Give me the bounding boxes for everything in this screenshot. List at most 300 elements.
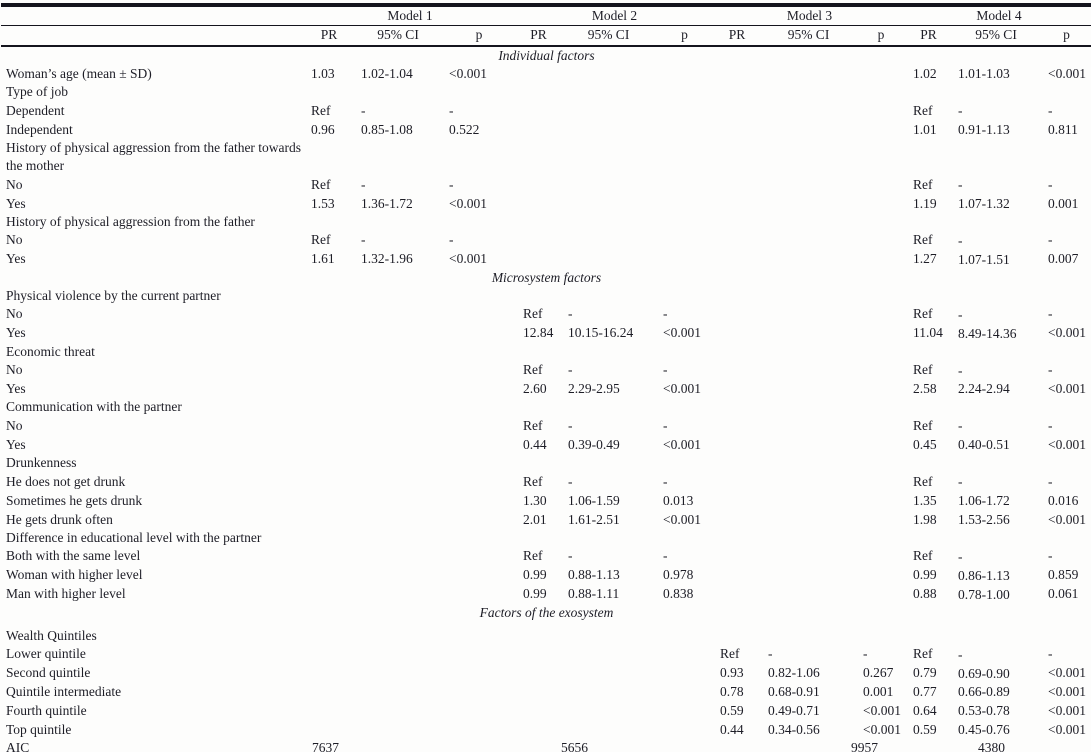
empty-cell [516, 701, 561, 720]
section-header-text: Factors of the exosystem [479, 604, 614, 620]
ci-value [951, 720, 1041, 739]
empty-cell [516, 101, 561, 120]
p-value-text: <0.001 [449, 65, 487, 81]
empty-cell [761, 398, 856, 416]
row-label [1, 175, 304, 194]
empty-cell [906, 213, 951, 231]
empty-cell [856, 175, 906, 194]
p-value-text: - [1048, 362, 1053, 378]
row-label [1, 65, 304, 84]
pr-value-text: 1.98 [913, 511, 937, 527]
empty-cell [713, 585, 761, 604]
p-value [656, 324, 713, 343]
pr-value-text: 0.45 [913, 436, 937, 452]
empty-cell [761, 250, 856, 269]
ci-value-text: 1.36-1.72 [361, 195, 413, 211]
pr-value [516, 585, 561, 604]
empty-cell [304, 380, 354, 399]
ci-value [951, 324, 1041, 343]
pr-value [906, 547, 951, 566]
p-value [1041, 305, 1091, 324]
empty-cell [656, 83, 713, 101]
ci-value-text: 0.69-0.90 [958, 665, 1010, 681]
ci-value [951, 547, 1041, 566]
empty-cell [442, 213, 516, 231]
p-value-text: - [663, 473, 668, 489]
ci-value [951, 472, 1041, 491]
pr-value-text: Ref [913, 306, 933, 322]
empty-cell [713, 194, 761, 213]
empty-cell [761, 529, 856, 547]
empty-cell [761, 416, 856, 435]
row-label [1, 101, 304, 120]
empty-cell [516, 529, 561, 547]
empty-cell [1041, 398, 1091, 416]
row-label-text: Woman with higher level [6, 567, 143, 583]
p-value [656, 380, 713, 399]
pr-value-text: 1.53 [311, 195, 335, 211]
p-value-text: <0.001 [1048, 436, 1086, 452]
empty-cell [906, 139, 951, 175]
empty-cell [442, 566, 516, 585]
empty-cell [354, 435, 442, 454]
pr-value-text: 2.01 [523, 511, 547, 527]
col-header-p-text: p [1063, 27, 1070, 43]
col-header-p-text: p [475, 27, 483, 43]
empty-cell [354, 398, 442, 416]
row-label [1, 491, 304, 510]
empty-cell [516, 231, 561, 250]
ci-value [951, 361, 1041, 380]
empty-cell [442, 416, 516, 435]
row-label-text: Both with the same level [6, 548, 141, 564]
pr-value-text: 0.96 [311, 121, 335, 137]
empty-cell [354, 683, 442, 702]
aic-value [516, 739, 713, 752]
ci-value-text: - [958, 232, 963, 248]
header-spacer [1, 26, 304, 46]
empty-cell [713, 120, 761, 139]
empty-cell [516, 622, 561, 645]
row-label [1, 645, 304, 664]
ci-value [354, 120, 442, 139]
empty-cell [354, 213, 442, 231]
ci-value [951, 491, 1041, 510]
empty-cell [761, 305, 856, 324]
empty-cell [561, 101, 656, 120]
row-label-text: Top quintile [6, 721, 72, 737]
p-value [1041, 683, 1091, 702]
model-header-text: Model 1 [387, 8, 433, 23]
pr-value-text: Ref [523, 473, 543, 489]
ci-value [951, 380, 1041, 399]
pr-value-text: 1.35 [913, 492, 937, 508]
row-label-text: Woman’s age (mean ± SD) [6, 65, 152, 81]
p-value [856, 645, 906, 664]
empty-cell [442, 435, 516, 454]
p-value-text: - [1048, 646, 1053, 662]
pr-value [304, 231, 354, 250]
empty-cell [304, 683, 354, 702]
pr-value-text: Ref [913, 548, 933, 564]
col-header-ci [354, 26, 442, 46]
empty-cell [442, 398, 516, 416]
empty-cell [442, 324, 516, 343]
ci-value-text: 1.07-1.32 [958, 196, 1010, 212]
empty-cell [713, 139, 761, 175]
ci-value [761, 645, 856, 664]
empty-cell [442, 664, 516, 683]
pr-value-text: Ref [523, 417, 543, 433]
empty-cell [761, 491, 856, 510]
empty-cell [713, 250, 761, 269]
ci-value-text: - [768, 646, 773, 662]
pr-value-text: Ref [913, 176, 933, 192]
ci-value [561, 324, 656, 343]
pr-value-text: 11.04 [913, 325, 943, 341]
empty-cell [442, 287, 516, 305]
p-value-text: - [863, 646, 868, 662]
results-table [1, 3, 1091, 752]
row-label [1, 231, 304, 250]
ci-value-text: 0.82-1.06 [768, 665, 820, 681]
p-value-text: <0.001 [1048, 325, 1086, 341]
pr-value-text: Ref [913, 232, 933, 248]
empty-cell [761, 454, 856, 472]
section-header-text: Microsystem factors [491, 269, 602, 285]
p-value [442, 101, 516, 120]
section-header-text: Individual factors [498, 47, 595, 63]
empty-cell [354, 510, 442, 529]
ci-value-text: 1.01-1.03 [958, 66, 1010, 82]
ci-value [951, 435, 1041, 454]
p-value-text: - [1048, 102, 1053, 118]
p-value-text: <0.001 [1048, 721, 1086, 737]
aic-value [304, 739, 516, 752]
row-label-text: Fourth quintile [6, 702, 87, 718]
empty-cell [354, 566, 442, 585]
ci-value-text: 0.39-0.49 [568, 436, 620, 452]
p-value-text: <0.001 [1048, 702, 1086, 718]
col-header-ci-text: 95% CI [975, 27, 1017, 43]
empty-cell [561, 194, 656, 213]
empty-cell [442, 622, 516, 645]
p-value [856, 701, 906, 720]
pr-value [906, 472, 951, 491]
empty-cell [761, 361, 856, 380]
empty-cell [761, 435, 856, 454]
p-value-text: <0.001 [663, 511, 701, 527]
empty-cell [442, 139, 516, 175]
ci-value-text: 1.32-1.96 [361, 251, 413, 267]
empty-cell [354, 343, 442, 361]
ci-value-text: 1.07-1.51 [958, 251, 1010, 267]
empty-cell [761, 585, 856, 604]
empty-cell [304, 287, 354, 305]
empty-cell [951, 622, 1041, 645]
empty-cell [304, 510, 354, 529]
empty-cell [304, 664, 354, 683]
empty-cell [561, 529, 656, 547]
col-header-p [442, 26, 516, 46]
p-value [1041, 547, 1091, 566]
empty-cell [713, 343, 761, 361]
row-label [1, 398, 304, 416]
empty-cell [516, 194, 561, 213]
empty-cell [656, 250, 713, 269]
pr-value-text: 0.99 [523, 586, 547, 602]
ci-value [561, 547, 656, 566]
empty-cell [713, 435, 761, 454]
empty-cell [354, 585, 442, 604]
row-label-text: No [6, 362, 23, 378]
p-value-text: - [1048, 473, 1053, 489]
empty-cell [856, 287, 906, 305]
p-value-text: 0.016 [1048, 492, 1079, 508]
p-value-text: <0.001 [1048, 665, 1086, 681]
col-header-ci [761, 26, 856, 46]
aic-value-text: 4380 [978, 740, 1005, 752]
empty-cell [1041, 529, 1091, 547]
ci-value-text: - [958, 474, 963, 490]
p-value [442, 250, 516, 269]
pr-value [906, 305, 951, 324]
pr-value-text: 1.19 [913, 195, 937, 211]
empty-cell [856, 305, 906, 324]
p-value-text: 0.267 [863, 665, 894, 681]
ci-value [761, 664, 856, 683]
aic-value-text: 7637 [312, 740, 339, 752]
pr-value [906, 194, 951, 213]
ci-value-text: 1.61-2.51 [568, 511, 620, 527]
row-label [1, 510, 304, 529]
ci-value-text: - [568, 417, 573, 433]
empty-cell [761, 65, 856, 84]
empty-cell [656, 231, 713, 250]
pr-value [304, 120, 354, 139]
p-value [1041, 510, 1091, 529]
empty-cell [656, 213, 713, 231]
pr-value [713, 720, 761, 739]
p-value-text: 0.001 [863, 683, 894, 699]
row-label-text: Man with higher level [6, 586, 126, 602]
row-label [1, 701, 304, 720]
pr-value [304, 65, 354, 84]
empty-cell [856, 83, 906, 101]
p-value [1041, 101, 1091, 120]
empty-cell [304, 454, 354, 472]
empty-cell [561, 231, 656, 250]
ci-value [951, 585, 1041, 604]
pr-value [906, 324, 951, 343]
empty-cell [761, 175, 856, 194]
empty-cell [856, 398, 906, 416]
row-label-text: Second quintile [6, 665, 91, 681]
ci-value-text: - [568, 473, 573, 489]
empty-cell [656, 529, 713, 547]
pr-value [906, 120, 951, 139]
row-label [1, 343, 304, 361]
empty-cell [561, 250, 656, 269]
empty-cell [304, 472, 354, 491]
empty-cell [713, 305, 761, 324]
p-value [1041, 250, 1091, 269]
row-label [1, 622, 304, 645]
empty-cell [304, 398, 354, 416]
pr-value [906, 65, 951, 84]
empty-cell [561, 645, 656, 664]
empty-cell [516, 683, 561, 702]
empty-cell [656, 622, 713, 645]
row-label-text: Drunkenness [6, 455, 77, 471]
pr-value [906, 231, 951, 250]
row-label-text: Yes [6, 325, 26, 341]
p-value [1041, 491, 1091, 510]
row-label-text: Physical violence by the current partner [6, 287, 221, 303]
empty-cell [656, 139, 713, 175]
empty-cell [761, 566, 856, 585]
pr-value [713, 683, 761, 702]
pr-value-text: 0.99 [523, 567, 547, 583]
model-header [906, 5, 1091, 26]
row-label-text: No [6, 306, 23, 322]
p-value-text: 0.838 [663, 586, 694, 602]
p-value [1041, 380, 1091, 399]
header-spacer [1, 5, 304, 26]
empty-cell [442, 547, 516, 566]
empty-cell [354, 491, 442, 510]
p-value-text: - [1048, 417, 1053, 433]
pr-value-text: 0.77 [913, 683, 937, 699]
empty-cell [442, 529, 516, 547]
col-header-pr [304, 26, 354, 46]
p-value [656, 361, 713, 380]
ci-value-text: 0.45-0.76 [958, 722, 1010, 738]
empty-cell [354, 380, 442, 399]
empty-cell [561, 701, 656, 720]
empty-cell [856, 510, 906, 529]
p-value-text: <0.001 [663, 381, 701, 397]
p-value [1041, 701, 1091, 720]
ci-value-text: 2.24-2.94 [958, 381, 1010, 397]
p-value [1041, 645, 1091, 664]
empty-cell [761, 380, 856, 399]
ci-value-text: 1.06-1.72 [958, 493, 1010, 509]
empty-cell [856, 65, 906, 84]
empty-cell [304, 529, 354, 547]
ci-value-text: - [958, 418, 963, 434]
col-header-ci [951, 26, 1041, 46]
empty-cell [442, 305, 516, 324]
row-label [1, 287, 304, 305]
empty-cell [713, 65, 761, 84]
row-label-text: History of physical aggression from the father towards the mother [6, 140, 302, 174]
empty-cell [761, 547, 856, 566]
pr-value-text: Ref [311, 176, 331, 192]
col-header-p-text: p [877, 27, 885, 43]
pr-value-text: 2.58 [913, 381, 937, 397]
empty-cell [516, 720, 561, 739]
p-value-text: - [1048, 548, 1053, 564]
pr-value-text: Ref [720, 646, 740, 662]
empty-cell [951, 529, 1041, 547]
p-value-text: <0.001 [1048, 381, 1086, 397]
empty-cell [354, 664, 442, 683]
empty-cell [354, 547, 442, 566]
pr-value-text: 0.59 [913, 721, 937, 737]
empty-cell [442, 491, 516, 510]
empty-cell [951, 398, 1041, 416]
p-value [1041, 416, 1091, 435]
p-value [1041, 120, 1091, 139]
empty-cell [354, 472, 442, 491]
empty-cell [951, 343, 1041, 361]
row-label [1, 416, 304, 435]
empty-cell [354, 361, 442, 380]
empty-cell [304, 491, 354, 510]
p-value [442, 65, 516, 84]
empty-cell [561, 398, 656, 416]
ci-value [561, 585, 656, 604]
aic-label-text: AIC [6, 740, 30, 752]
empty-cell [304, 585, 354, 604]
p-value [1041, 194, 1091, 213]
empty-cell [713, 361, 761, 380]
row-label-text: Yes [6, 381, 26, 397]
pr-value-text: 0.44 [720, 721, 744, 737]
empty-cell [713, 398, 761, 416]
ci-value-text: 1.53-2.56 [958, 512, 1010, 527]
pr-value-text: 12.84 [523, 325, 554, 341]
empty-cell [442, 585, 516, 604]
pr-value [906, 720, 951, 739]
pr-value-text: 0.78 [720, 683, 744, 699]
pr-value [516, 324, 561, 343]
empty-cell [856, 491, 906, 510]
ci-value [951, 175, 1041, 194]
empty-cell [516, 83, 561, 101]
empty-cell [713, 454, 761, 472]
empty-cell [516, 287, 561, 305]
ci-value [354, 231, 442, 250]
ci-value [951, 65, 1041, 84]
empty-cell [951, 213, 1041, 231]
p-value-text: <0.001 [863, 721, 901, 737]
pr-value [516, 416, 561, 435]
empty-cell [761, 194, 856, 213]
pr-value [304, 175, 354, 194]
model-header-text: Model 3 [786, 8, 833, 23]
empty-cell [442, 472, 516, 491]
pr-value-text: 1.01 [913, 121, 937, 137]
aic-value [906, 739, 1091, 752]
empty-cell [304, 343, 354, 361]
empty-cell [856, 529, 906, 547]
ci-value [761, 683, 856, 702]
section-header [1, 269, 1091, 287]
pr-value [304, 194, 354, 213]
ci-value-text: 1.02-1.04 [361, 65, 413, 81]
empty-cell [304, 361, 354, 380]
model-header [516, 5, 713, 26]
p-value-text: 0.522 [449, 121, 480, 137]
empty-cell [906, 622, 951, 645]
empty-cell [304, 83, 354, 101]
pr-value [713, 701, 761, 720]
empty-cell [354, 454, 442, 472]
empty-cell [856, 213, 906, 231]
section-header [1, 46, 1091, 65]
